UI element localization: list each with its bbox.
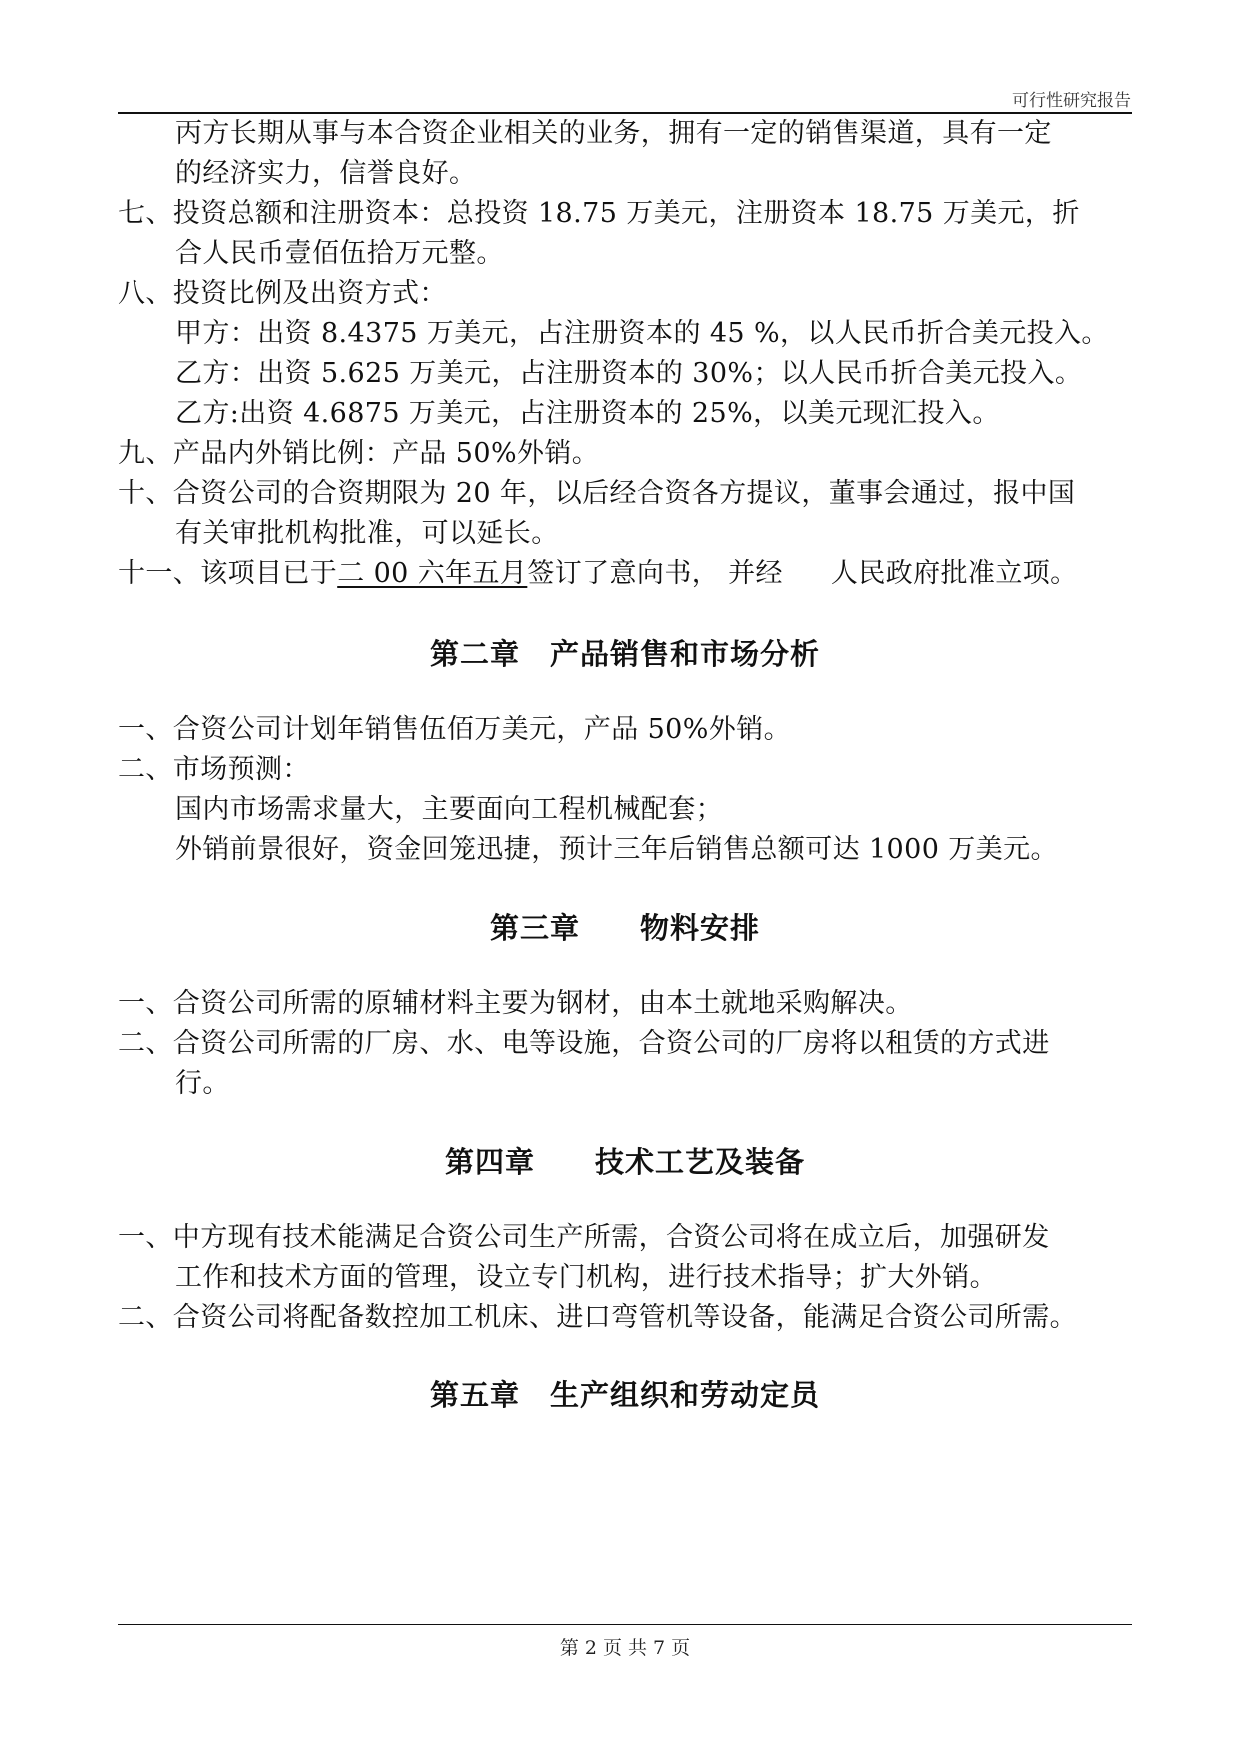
chapter-heading: 第三章 物料安排 bbox=[489, 911, 760, 945]
footer-rule bbox=[118, 1624, 1132, 1625]
paragraph-line: 有关审批机构批准，可以延长。 bbox=[175, 518, 559, 549]
paragraph-line: 七、投资总额和注册资本：总投资 18.75 万美元，注册资本 18.75 万美元，折 bbox=[118, 198, 1080, 229]
paragraph-line: 二、市场预测： bbox=[118, 754, 310, 785]
paragraph-line bbox=[118, 556, 1078, 592]
paragraph-line: 十、合资公司的合资期限为 20 年，以后经合资各方提议，董事会通过，报中国 bbox=[118, 478, 1076, 509]
line-text: 十一、该项目已于 bbox=[118, 558, 338, 589]
paragraph-line: 外销前景很好，资金回笼迅捷，预计三年后销售总额可达 1000 万美元。 bbox=[175, 834, 1058, 865]
paragraph-line: 行。 bbox=[175, 1068, 230, 1099]
paragraph-line: 丙方长期从事与本合资企业相关的业务，拥有一定的销售渠道，具有一定 bbox=[175, 118, 1052, 149]
underlined-date: 二 00 六年五月 bbox=[337, 558, 528, 589]
paragraph-line: 九、产品内外销比例：产品 50%外销。 bbox=[118, 438, 600, 469]
paragraph-line: 合人民币壹佰伍拾万元整。 bbox=[175, 238, 504, 269]
chapter-heading: 第四章 技术工艺及装备 bbox=[444, 1145, 805, 1179]
chapter-heading: 第二章 产品销售和市场分析 bbox=[429, 637, 820, 671]
header-rule bbox=[118, 112, 1132, 114]
line-text: 人民政府批准立项。 bbox=[830, 558, 1078, 589]
paragraph-line: 的经济实力，信誉良好。 bbox=[175, 158, 477, 189]
paragraph-line: 一、合资公司所需的原辅材料主要为钢材，由本土就地采购解决。 bbox=[118, 988, 913, 1019]
paragraph-line: 乙方:出资 4.6875 万美元，占注册资本的 25%，以美元现汇投入。 bbox=[175, 398, 1000, 429]
paragraph-line: 乙方：出资 5.625 万美元，占注册资本的 30%；以人民币折合美元投入。 bbox=[175, 358, 1083, 389]
paragraph-line: 一、合资公司计划年销售伍佰万美元，产品 50%外销。 bbox=[118, 714, 791, 745]
paragraph-line: 二、合资公司将配备数控加工机床、进口弯管机等设备，能满足合资公司所需。 bbox=[118, 1302, 1077, 1333]
paragraph-line: 八、投资比例及出资方式： bbox=[118, 278, 447, 309]
paragraph-line: 工作和技术方面的管理，设立专门机构，进行技术指导；扩大外销。 bbox=[175, 1262, 997, 1293]
paragraph-line: 甲方：出资 8.4375 万美元，占注册资本的 45 %，以人民币折合美元投入。 bbox=[175, 318, 1109, 349]
paragraph-line: 一、中方现有技术能满足合资公司生产所需，合资公司将在成立后，加强研发 bbox=[118, 1222, 1050, 1253]
page-number: 第 2 页 共 7 页 bbox=[559, 1637, 691, 1659]
line-text: 签订了意向书， 并经 bbox=[527, 558, 783, 589]
paragraph-line: 国内市场需求量大，主要面向工程机械配套； bbox=[175, 794, 723, 825]
page-header-title: 可行性研究报告 bbox=[1012, 91, 1131, 111]
paragraph-line: 二、合资公司所需的厂房、水、电等设施，合资公司的厂房将以租赁的方式进 bbox=[118, 1028, 1050, 1059]
chapter-heading: 第五章 生产组织和劳动定员 bbox=[429, 1378, 820, 1412]
